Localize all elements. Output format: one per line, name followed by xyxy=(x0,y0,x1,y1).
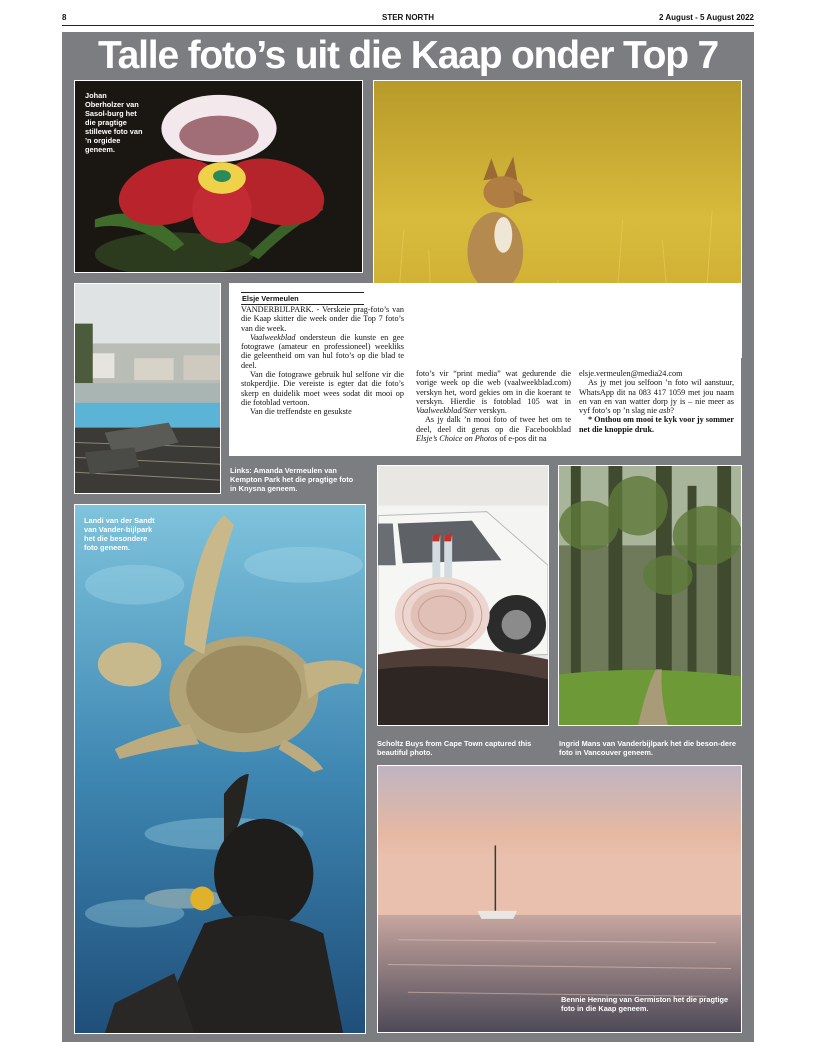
article-paragraph: Van die treffendste en gesukste xyxy=(250,407,352,417)
article-paragraph: Vaalweekblad ondersteun die kunste en gee fotograwe (amateur en professioneel) weekliks die geleentheid om van hul foto’s op die blad te deel. xyxy=(241,332,404,370)
forest-photo xyxy=(558,465,742,726)
article-box xyxy=(229,283,741,456)
article-column-1 xyxy=(241,305,404,453)
orchid-caption: Johan Oberholzer van Sasol-burg het die pragtige stillewe foto van ’n orgidee geneem. xyxy=(85,91,143,154)
article-paragraph: Van die fotograwe gebruik hul selfone vir die stokperdjie. Die vereiste is egter dat die foto’s skerp en duidelik moet wees sodat dit mooi op die fotoblad vertoon. xyxy=(241,370,404,407)
turtle-caption: Landi van der Sandt van Vander-bijlpark het die besondere foto geneem. xyxy=(84,516,155,552)
sailboat-caption: Bennie Henning van Germiston het die pragtige foto in die Kaap geneem. xyxy=(561,995,729,1013)
email-address[interactable]: elsje.vermeulen@media24.com xyxy=(579,369,683,378)
turtle-photo xyxy=(74,504,366,1034)
article-paragraph: foto’s vir “print media” wat gedurende die vorige week op die web (vaalweekblad.com) verskyn het, word gekies om in die koerant te verskyn. Hierdie is fotoblad 105 wat in Vaalweekblad/Ster verskyn. xyxy=(416,369,571,416)
folio xyxy=(62,13,754,25)
article-paragraph: As jy dalk ’n mooi foto of twee het om te deel, deel dit gerus op die Facebookblad Elsje’s Choice on Photos of e-pos dit na xyxy=(416,415,571,444)
car-caption: Scholtz Buys from Cape Town captured this beautiful photo. xyxy=(377,739,532,757)
page-number: 8 xyxy=(62,13,67,22)
pool-caption: Links: Amanda Vermeulen van Kempton Park het die pragtige foto in Knysna geneem. xyxy=(230,466,354,493)
article-column-3 xyxy=(579,369,734,455)
publication-mention: Vaalweekblad xyxy=(250,332,296,342)
page-headline: Talle foto’s uit die Kaap onder Top 7 xyxy=(97,34,719,77)
article-paragraph: As jy met jou selfoon ’n foto wil aanstuur, WhatsApp dit na 083 417 1059 met jou naam en van en van watter dorp jy is – nie meer as vyf foto’s op ’n slag nie asb? xyxy=(579,378,734,416)
car-photo xyxy=(377,465,549,726)
article-column-2 xyxy=(416,369,571,455)
forest-caption: Ingrid Mans van Vanderbijlpark het die beson-dere foto in Vancouver geneem. xyxy=(559,739,737,757)
publication-name: STER NORTH xyxy=(382,13,434,22)
article-paragraph: VANDERBIJLPARK. - Verskeie prag-foto’s van die Kaap skitter die week onder die Top 7 foto’s van die week. xyxy=(241,305,404,333)
sailboat-photo xyxy=(377,765,742,1033)
article-byline: Elsje Vermeulen xyxy=(241,292,364,305)
article-tip: * Onthou om mooi te kyk voor jy sommer net die knoppie druk. xyxy=(579,415,734,434)
issue-date: 2 August - 5 August 2022 xyxy=(659,13,754,22)
pool-photo xyxy=(74,283,221,494)
folio-rule xyxy=(62,25,754,26)
